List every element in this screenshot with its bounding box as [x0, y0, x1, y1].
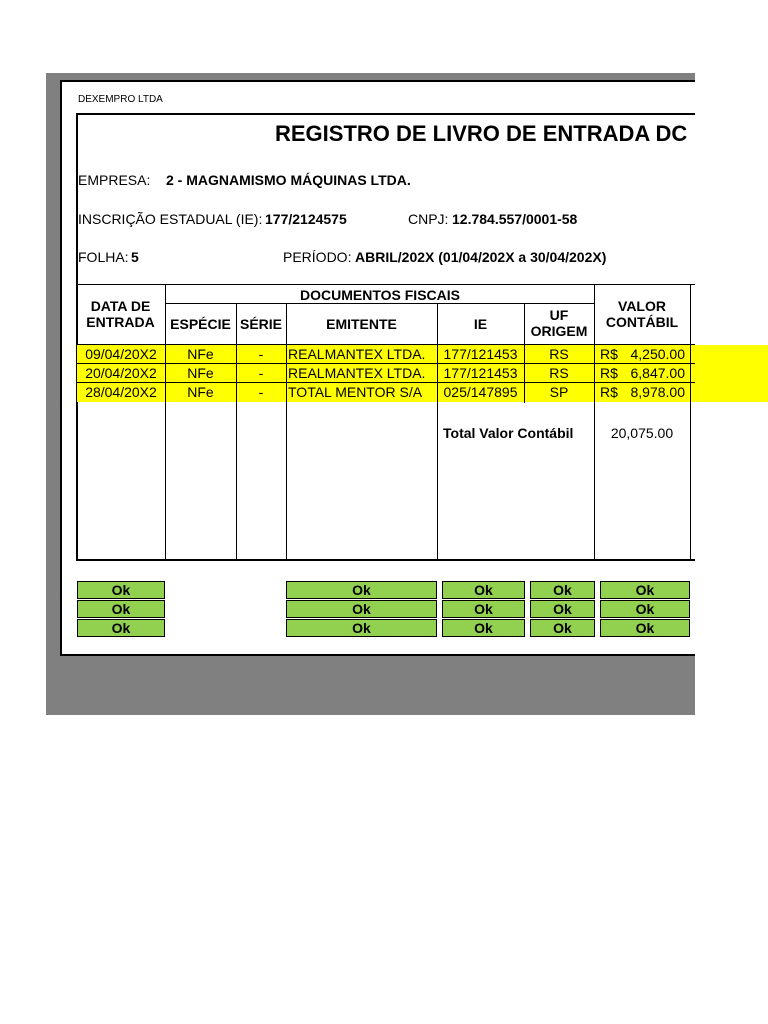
header-data-entrada: DATA DE ENTRADA — [86, 298, 155, 330]
check-data-1: Ok — [77, 581, 165, 599]
row1-currency: R$ — [600, 346, 618, 362]
row3-currency: R$ — [600, 384, 618, 400]
check-uf-2: Ok — [530, 600, 595, 618]
check-ie-2: Ok — [442, 600, 525, 618]
docs-sub-line — [165, 303, 595, 304]
check-ie-3: Ok — [442, 619, 525, 637]
row3-emitente: TOTAL MENTOR S/A — [288, 384, 423, 400]
cnpj-value: 12.784.557/0001-58 — [452, 211, 578, 227]
row3-especie: NFe — [187, 384, 214, 400]
table-bottom-line — [76, 559, 695, 561]
row2-uf: RS — [549, 365, 569, 381]
header-especie: ESPÉCIE — [170, 316, 231, 332]
col-line-emitente — [437, 303, 438, 560]
ie-value: 177/2124575 — [265, 211, 347, 227]
header-valor-contabil: VALOR CONTÁBIL — [605, 298, 679, 330]
empresa-label: EMPRESA: — [78, 172, 151, 188]
folha-value: 5 — [131, 249, 139, 265]
header-ie: IE — [473, 316, 488, 332]
cnpj-label: CNPJ: — [408, 211, 449, 227]
header-emitente: EMITENTE — [326, 316, 397, 332]
check-uf-3: Ok — [530, 619, 595, 637]
col-line-especie — [236, 303, 237, 560]
total-value: 20,075.00 — [610, 425, 674, 441]
row1-data: 09/04/20X2 — [85, 346, 157, 362]
table-top-line — [76, 284, 695, 285]
row1-uf: RS — [549, 346, 569, 362]
check-valor-1: Ok — [600, 581, 690, 599]
total-label: Total Valor Contábil — [443, 425, 574, 441]
page-title: REGISTRO DE LIVRO DE ENTRADA DC — [275, 121, 688, 146]
row3-valor: 8,978.00 — [630, 384, 685, 400]
row2-especie: NFe — [187, 365, 214, 381]
row2-currency: R$ — [600, 365, 618, 381]
col-line-valor — [690, 284, 691, 560]
header-uf-origem: UF ORIGEM — [530, 307, 588, 339]
row2-emitente: REALMANTEX LTDA. — [288, 365, 426, 381]
row3-ie: 025/147895 — [443, 384, 518, 400]
row2-valor: 6,847.00 — [630, 365, 685, 381]
frame-top-border — [76, 113, 695, 115]
periodo-label: PERÍODO: — [283, 249, 352, 265]
grid-overlay-7 — [690, 345, 691, 402]
row1-emitente: REALMANTEX LTDA. — [288, 346, 426, 362]
row2-data: 20/04/20X2 — [85, 365, 157, 381]
ie-label: INSCRIÇÃO ESTADUAL (IE): — [78, 211, 263, 227]
company-short-name: DEXEMPRO LTDA — [78, 94, 163, 105]
row1-especie: NFe — [187, 346, 214, 362]
col-line-serie — [286, 303, 287, 560]
empresa-value: 2 - MAGNAMISMO MÁQUINAS LTDA. — [166, 172, 411, 188]
row1-ie: 177/121453 — [443, 346, 518, 362]
header-documentos-fiscais: DOCUMENTOS FISCAIS — [300, 287, 460, 303]
check-data-3: Ok — [77, 619, 165, 637]
grid-overlay-3 — [286, 345, 287, 402]
check-ie-1: Ok — [442, 581, 525, 599]
row2-serie: - — [258, 365, 264, 381]
check-valor-2: Ok — [600, 600, 690, 618]
grid-overlay-6 — [594, 345, 595, 402]
row3-data: 28/04/20X2 — [85, 384, 157, 400]
row1-valor: 4,250.00 — [630, 346, 685, 362]
header-serie: SÉRIE — [239, 316, 282, 332]
folha-label: FOLHA: — [78, 249, 129, 265]
row3-serie: - — [258, 384, 264, 400]
check-emitente-3: Ok — [286, 619, 437, 637]
check-data-2: Ok — [77, 600, 165, 618]
row2-ie: 177/121453 — [443, 365, 518, 381]
row3-uf: SP — [549, 384, 569, 400]
check-emitente-1: Ok — [286, 581, 437, 599]
periodo-value: ABRIL/202X (01/04/202X a 30/04/202X) — [355, 249, 607, 265]
check-emitente-2: Ok — [286, 600, 437, 618]
check-uf-1: Ok — [530, 581, 595, 599]
row1-serie: - — [258, 346, 264, 362]
check-valor-3: Ok — [600, 619, 690, 637]
